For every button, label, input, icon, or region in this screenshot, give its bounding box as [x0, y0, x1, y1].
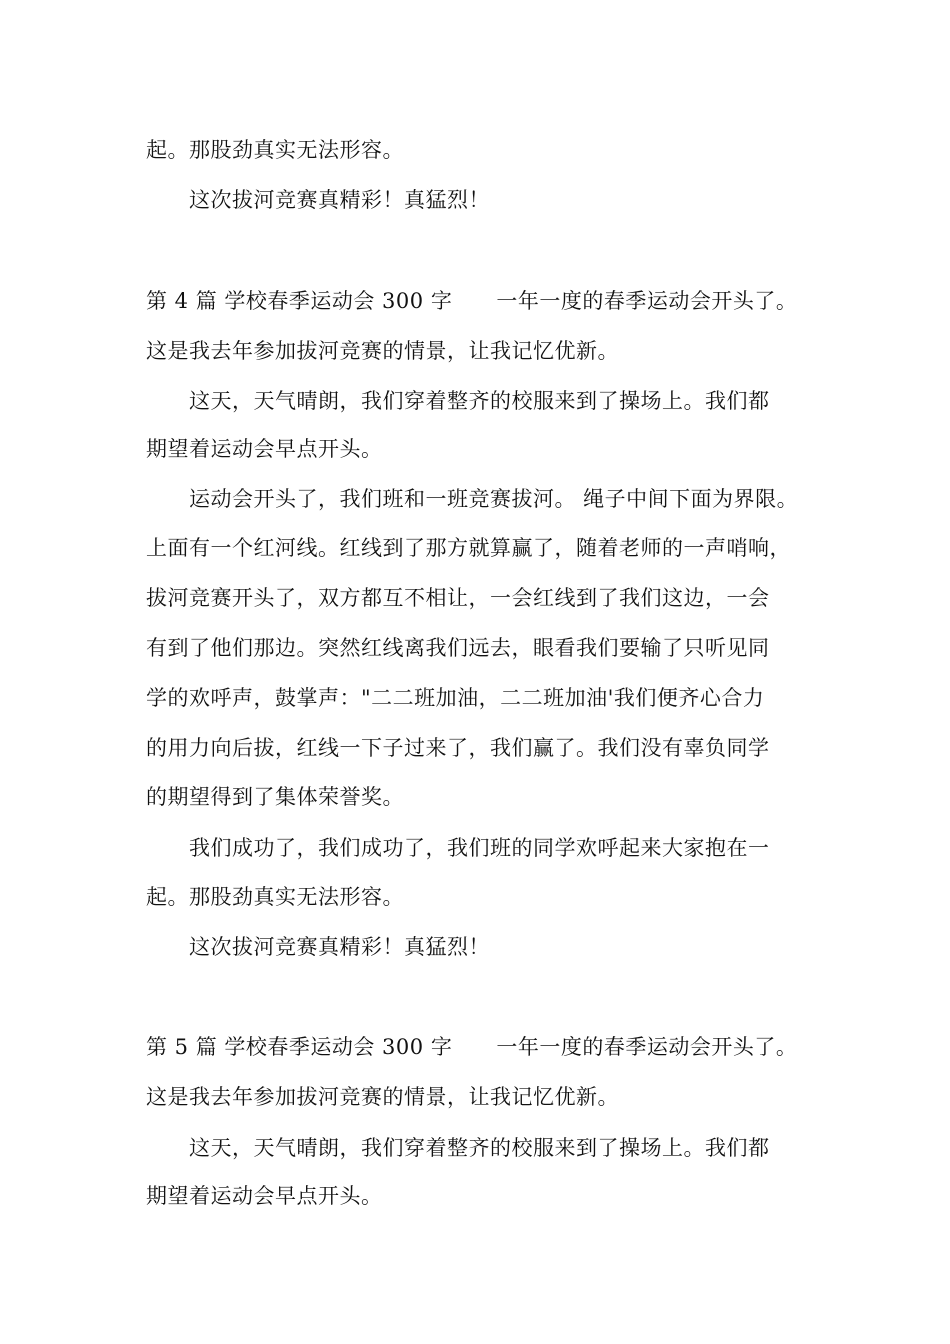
text-line: 起。那股劲真实无法形容。: [146, 885, 404, 909]
text-line: 这天，天气晴朗，我们穿着整齐的校服来到了操场上。我们都: [189, 389, 770, 413]
text-line: 这次拔河竞赛真精彩！真猛烈！: [189, 188, 490, 212]
text-line: 的期望得到了集体荣誉奖。: [146, 785, 404, 809]
text-line: 这天，天气晴朗，我们穿着整齐的校服来到了操场上。我们都: [189, 1136, 770, 1160]
text-line: 我们成功了，我们成功了，我们班的同学欢呼起来大家抱在一: [189, 836, 770, 860]
text-line: 期望着运动会早点开头。: [146, 437, 383, 461]
text-line: 这是我去年参加拔河竞赛的情景，让我记忆优新。: [146, 339, 619, 363]
text-line: 拔河竞赛开头了，双方都互不相让，一会红线到了我们这边，一会: [146, 586, 770, 610]
text-fragment: 一年一度的春季运动会开头了。: [496, 1035, 798, 1059]
section-title: 第 4 篇 学校春季运动会 300 字: [146, 289, 453, 313]
text-fragment: 一年一度的春季运动会开头了。: [496, 289, 798, 313]
text-line: 学的欢呼声，鼓掌声："二二班加油，二二班加油'我们便齐心合力: [146, 686, 765, 710]
section-title: 第 5 篇 学校春季运动会 300 字: [146, 1035, 453, 1059]
text-line: 运动会开头了，我们班和一班竞赛拔河。 绳子中间下面为界限。: [189, 487, 799, 511]
text-line: 起。那股劲真实无法形容。: [146, 138, 404, 162]
text-line: 的用力向后拔，红线一下子过来了，我们赢了。我们没有辜负同学: [146, 736, 770, 760]
text-line: 这是我去年参加拔河竞赛的情景，让我记忆优新。: [146, 1085, 619, 1109]
text-line: 这次拔河竞赛真精彩！真猛烈！: [189, 935, 490, 959]
text-line: 上面有一个红河线。红线到了那方就算赢了，随着老师的一声哨响，: [146, 536, 791, 560]
text-line: 期望着运动会早点开头。: [146, 1184, 383, 1208]
text-line: 有到了他们那边。突然红线离我们远去，眼看我们要输了只听见同: [146, 636, 770, 660]
section-heading-line: [146, 286, 797, 316]
section-heading-line: [146, 1032, 797, 1062]
